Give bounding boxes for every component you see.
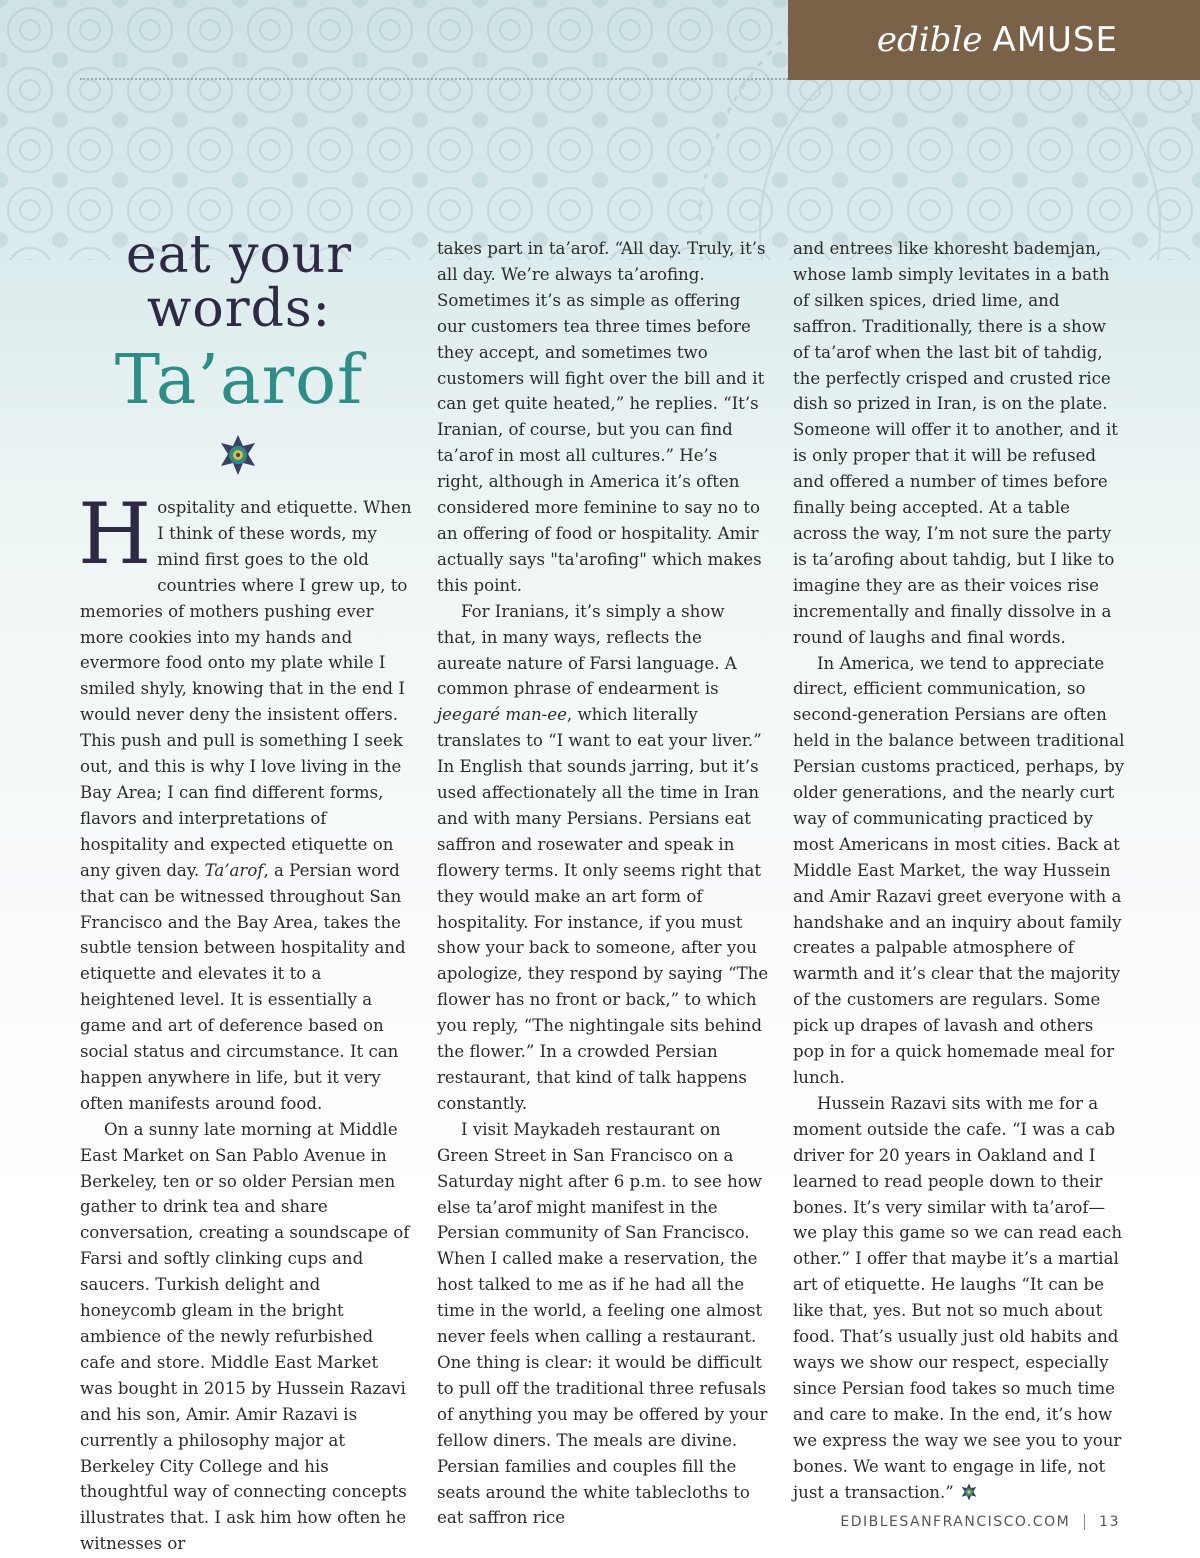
- text-span: For Iranians, it’s simply a show that, in many ways, reflects the aureate nature of Farsi language. A common phrase of endearment is: [437, 601, 737, 699]
- header-dotted-rule: [80, 78, 788, 80]
- title-line-1: eat your: [125, 225, 353, 285]
- paragraph: [437, 599, 769, 1117]
- text-span: Hussein Razavi sits with me for a moment outside the cafe. “I was a cab driver for 20 years in Oakland and I learned to read people down to their bones. It’s very similar with ta’arof—we play this game so we can read each other.” I offer that maybe it’s a martial art of etiquette. He laughs “It can be like that, yes. But not so much about food. That’s usually just old habits and ways we show our respect, especially since Persian food takes so much time and care to make. In the end, it’s how we express the way we see you to your bones. We want to engage in life, not just a transaction.”: [793, 1093, 1123, 1502]
- text-span: ospitality and etiquette. When I think of these words, my mind first goes to the old countries where I grew up, to memories of mothers pushing ever more cookies into my hands and evermore food onto my plate while I smiled shyly, knowing that in the end I would never deny the insistent offers. This push and pull is something I seek out, and this is why I love living in the Bay Area; I can find different forms, flavors and interpretations of hospitality and expected etiquette on any given day.: [80, 498, 412, 880]
- brand-name: edible: [876, 20, 983, 60]
- article-column-3: [793, 236, 1125, 1505]
- title-line-2: words:: [146, 279, 332, 339]
- italic-term: Ta’arof: [204, 860, 264, 880]
- paragraph: [78, 485, 412, 1117]
- star-flower-icon: [217, 434, 259, 476]
- text-span: , a Persian word that can be witnessed throughout San Francisco and the Bay Area, takes the subtle tension between hospitality and etiquette and elevates it to a heightened level. It is essentially a game and art of deference based on social status and circumstance. It can happen anywhere in life, but it very often manifests around food.: [80, 860, 406, 1113]
- article-column-2: [437, 236, 769, 1531]
- article-column-1: [78, 485, 412, 1557]
- page-number: 13: [1099, 1514, 1120, 1530]
- star-flower-icon: [960, 1483, 978, 1501]
- text-span: , which literally translates to “I want to eat your liver.” In English that sounds jarring, but it’s used affectionately all the time in Iran and with many Persians. Persians eat saffron and rosewater and speak in flowery terms. It only seems right that they would make an art form of hospitality. For instance, if you must show your back to someone, after you apologize, they respond by saying “The flower has no front or back,” to which you reply, “The nightingale sits behind the flower.” In a crowded Persian restaurant, that kind of talk happens constantly.: [437, 705, 769, 1113]
- drop-cap: H: [78, 485, 152, 583]
- section-name: AMUSE: [992, 20, 1118, 60]
- article-title: [80, 225, 398, 426]
- paragraph: [793, 1091, 1125, 1506]
- paragraph: and entrees like khoresht bademjan, whose lamb simply levitates in a bath of silken spices, dried lime, and saffron. Traditionally, there is a show of ta’arof when the last bit of tahdig, the perfectly crisped and crusted rice dish so prized in Iran, is on the plate. Someone will offer it to another, and it is only proper that it will be refused and offered a number of times before finally being accepted. At a table across the way, I’m not sure the party is ta’arofing about tahdig, but I like to imagine they are as their voices rise incrementally and finally dissolve in a round of laughs and final words.: [793, 239, 1118, 647]
- footer-divider: [1084, 1514, 1085, 1530]
- section-tag: [788, 0, 1200, 80]
- website-link[interactable]: EDIBLESANFRANCISCO.COM: [840, 1514, 1071, 1530]
- paragraph: takes part in ta’arof. “All day. Truly, it’s all day. We’re always ta’arofing. Sometimes it’s as simple as offering our customers tea three times before they accept, and sometimes two customers will fight over the bill and it can get quite heated,” he replies. “It’s Iranian, of course, but you can find ta’arof in most all cultures.” He’s right, although in America it’s often considered more feminine to say no to an offering of food or hospitality. Amir actually says "ta'arofing" which makes this point.: [437, 239, 766, 595]
- title-line-3: Ta’arof: [114, 341, 364, 420]
- italic-term: jeegaré man-ee: [437, 705, 567, 725]
- paragraph: I visit Maykadeh restaurant on Green Street in San Francisco on a Saturday night after 6 p.m. to see how else ta’arof might manifest in the Persian community of San Francisco. When I called make a reservation, the host talked to me as if he had all the time in the world, a feeling one almost never feels when calling a restaurant. One thing is clear: it would be difficult to pull off the traditional three refusals of anything you may be offered by your fellow diners. The meals are divine. Persian families and couples fill the seats around the white tablecloths to eat saffron rice: [437, 1119, 768, 1528]
- paragraph: On a sunny late morning at Middle East Market on San Pablo Avenue in Berkeley, ten or so older Persian men gather to drink tea and share conversation, creating a soundscape of Farsi and softly clinking cups and saucers. Turkish delight and honeycomb gleam in the bright ambience of the newly refurbished cafe and store. Middle East Market was bought in 2015 by Hussein Razavi and his son, Amir. Amir Razavi is currently a philosophy major at Berkeley City College and his thoughtful way of connecting concepts illustrates that. I ask him how often he witnesses or: [80, 1119, 410, 1554]
- paragraph: In America, we tend to appreciate direct, efficient communication, so second-generation Persians are often held in the balance between traditional Persian customs practiced, perhaps, by older generations, and the nearly curt way of communicating practiced by most Americans in most cities. Back at Middle East Market, the way Hussein and Amir Razavi greet everyone with a handshake and an inquiry about family creates a palpable atmosphere of warmth and it’s clear that the majority of the customers are regulars. Some pick up drapes of lavash and others pop in for a quick homemade meal for lunch.: [793, 653, 1125, 1087]
- page-footer: [840, 1514, 1120, 1530]
